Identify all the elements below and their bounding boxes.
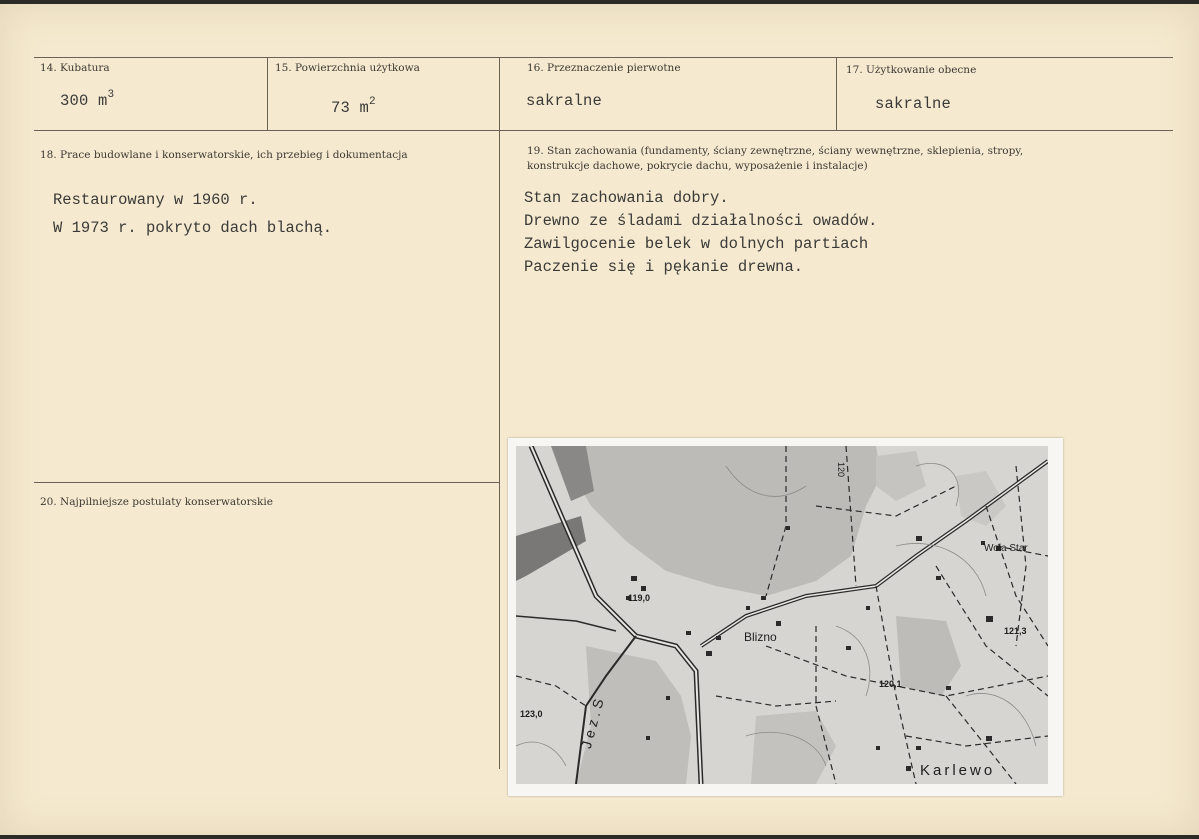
map-label-karlewo: Karlewo <box>920 762 996 779</box>
divider-15-16 <box>499 57 500 769</box>
przeznaczenie-value: sakralne <box>526 92 603 110</box>
divider-14-15 <box>267 57 268 130</box>
section18-bottom-rule <box>34 482 499 483</box>
map-label-123: 123,0 <box>520 709 543 719</box>
prace-line: W 1973 r. pokryto dach blachą. <box>53 219 333 237</box>
postulaty-label: 20. Najpilniejsze postulaty konserwatorskie <box>40 496 273 508</box>
stan-line: Zawilgocenie belek w dolnych partiach <box>524 235 869 253</box>
map-label-119: 119,0 <box>628 593 651 603</box>
powierzchnia-number: 73 m <box>331 99 370 117</box>
stan-line: Stan zachowania dobry. <box>524 189 729 207</box>
powierzchnia-value <box>331 96 376 117</box>
przeznaczenie-label: 16. Przeznaczenie pierwotne <box>527 62 681 74</box>
inventory-card <box>0 4 1199 835</box>
stan-zachowania-label-line: 19. Stan zachowania (fundamenty, ściany zewnętrzne, ściany wewnętrzne, sklepienia, stropy, <box>527 145 1024 157</box>
powierzchnia-label: 15. Powierzchnia użytkowa <box>275 62 420 74</box>
topographic-map <box>516 446 1048 784</box>
prace-line: Restaurowany w 1960 r. <box>53 191 258 209</box>
kubatura-value <box>60 89 115 110</box>
row1-bottom-rule <box>34 130 1173 131</box>
stan-zachowania-label <box>527 144 1023 174</box>
uzytkowanie-label: 17. Użytkowanie obecne <box>846 64 977 76</box>
stan-zachowania-text <box>524 187 877 279</box>
map-label-jezioro: J e z . S <box>578 697 607 751</box>
divider-16-17 <box>836 57 837 130</box>
kubatura-unit-exponent: 3 <box>107 89 115 101</box>
prace-budowlane-label: 18. Prace budowlane i konserwatorskie, ich przebieg i dokumentacja <box>40 149 408 161</box>
stan-line: Drewno ze śladami działalności owadów. <box>524 212 878 230</box>
prace-budowlane-text <box>53 189 332 240</box>
top-rule <box>34 57 1173 58</box>
uzytkowanie-value: sakralne <box>875 95 952 113</box>
map-label-121: 121,3 <box>1004 626 1027 636</box>
kubatura-number: 300 m <box>60 92 108 110</box>
map-label-blizno: Blizno <box>744 630 777 644</box>
location-map-photo <box>508 438 1063 796</box>
map-label-120: 120 <box>836 462 846 478</box>
map-label-120-1: 120,1 <box>879 679 902 689</box>
stan-line: Paczenie się i pękanie drewna. <box>524 258 804 276</box>
powierzchnia-unit-exponent: 2 <box>369 96 376 108</box>
map-label-wola: Wola Star <box>984 543 1028 554</box>
stan-zachowania-label-line: konstrukcje dachowe, pokrycie dachu, wyposażenie i instalacje) <box>527 160 868 172</box>
kubatura-label: 14. Kubatura <box>40 62 110 74</box>
